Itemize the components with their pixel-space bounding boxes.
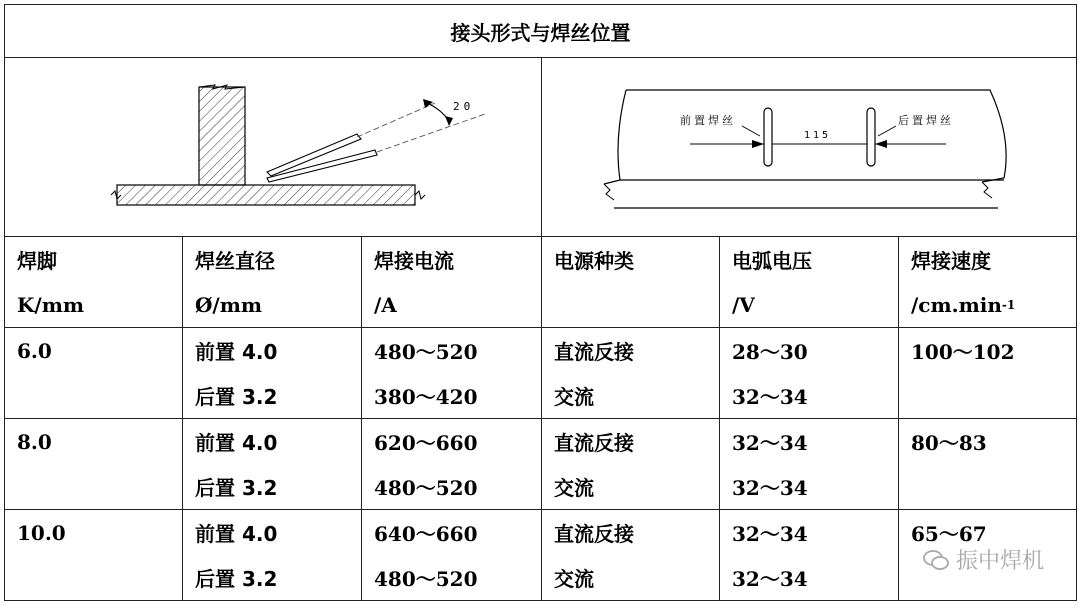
watermark (922, 544, 1044, 575)
speed-cell: 80～83 (899, 419, 1077, 510)
header-wire: 焊丝直径 Ø/mm (183, 237, 362, 328)
wire-cell: 前置 4.0 后置 3.2 (183, 419, 362, 510)
wechat-icon (922, 549, 950, 571)
voltage-cell: 28～30 32～34 (720, 328, 899, 419)
speed-cell: 65～67 (899, 510, 1077, 601)
header-speed: 焊接速度 /cm.min -1 (899, 237, 1077, 328)
header-current: 焊接电流 /A (362, 237, 542, 328)
table-row (5, 328, 1077, 419)
power-cell: 直流反接 交流 (542, 510, 720, 601)
table-row (5, 510, 1077, 601)
header-row (5, 237, 1077, 328)
current-cell: 620～660 480～520 (362, 419, 542, 510)
watermark-text: 振中焊机 (955, 549, 1044, 574)
power-cell: 直流反接 交流 (542, 419, 720, 510)
wire-spacing-label: 115 (804, 130, 832, 141)
current-cell: 480～520 380～420 (362, 328, 542, 419)
wire-cell: 前置 4.0 后置 3.2 (183, 328, 362, 419)
parameter-sheet (4, 4, 1076, 602)
voltage-cell: 32～34 32～34 (720, 510, 899, 601)
wire-cell: 前置 4.0 后置 3.2 (183, 510, 362, 601)
header-leg: 焊脚 K/mm (5, 237, 183, 328)
front-wire-label: 前置焊丝 (680, 114, 736, 127)
base-plate (117, 185, 415, 205)
rear-wire-marker (867, 108, 875, 166)
wire-position-diagram (542, 58, 1078, 236)
table-title: 接头形式与焊丝位置 (5, 5, 1077, 58)
joint-diagram-cell (5, 58, 542, 237)
power-cell: 直流反接 交流 (542, 328, 720, 419)
leg-cell: 8.0 (5, 419, 183, 510)
web-plate (199, 87, 245, 185)
voltage-cell: 32～34 32～34 (720, 419, 899, 510)
speed-cell: 100～102 (899, 328, 1077, 419)
leg-cell: 6.0 (5, 328, 183, 419)
current-cell: 640～660 480～520 (362, 510, 542, 601)
header-voltage: 电弧电压 /V (720, 237, 899, 328)
rear-wire-label: 后置焊丝 (898, 114, 954, 127)
welding-parameter-table (4, 4, 1077, 601)
fillet-joint-diagram (5, 58, 541, 236)
front-wire-marker (764, 108, 772, 166)
leg-cell: 10.0 (5, 510, 183, 601)
table-row (5, 419, 1077, 510)
angle-label: 20 (453, 100, 475, 113)
header-power: 电源种类 (542, 237, 720, 328)
wire-position-diagram-cell (542, 58, 1077, 237)
